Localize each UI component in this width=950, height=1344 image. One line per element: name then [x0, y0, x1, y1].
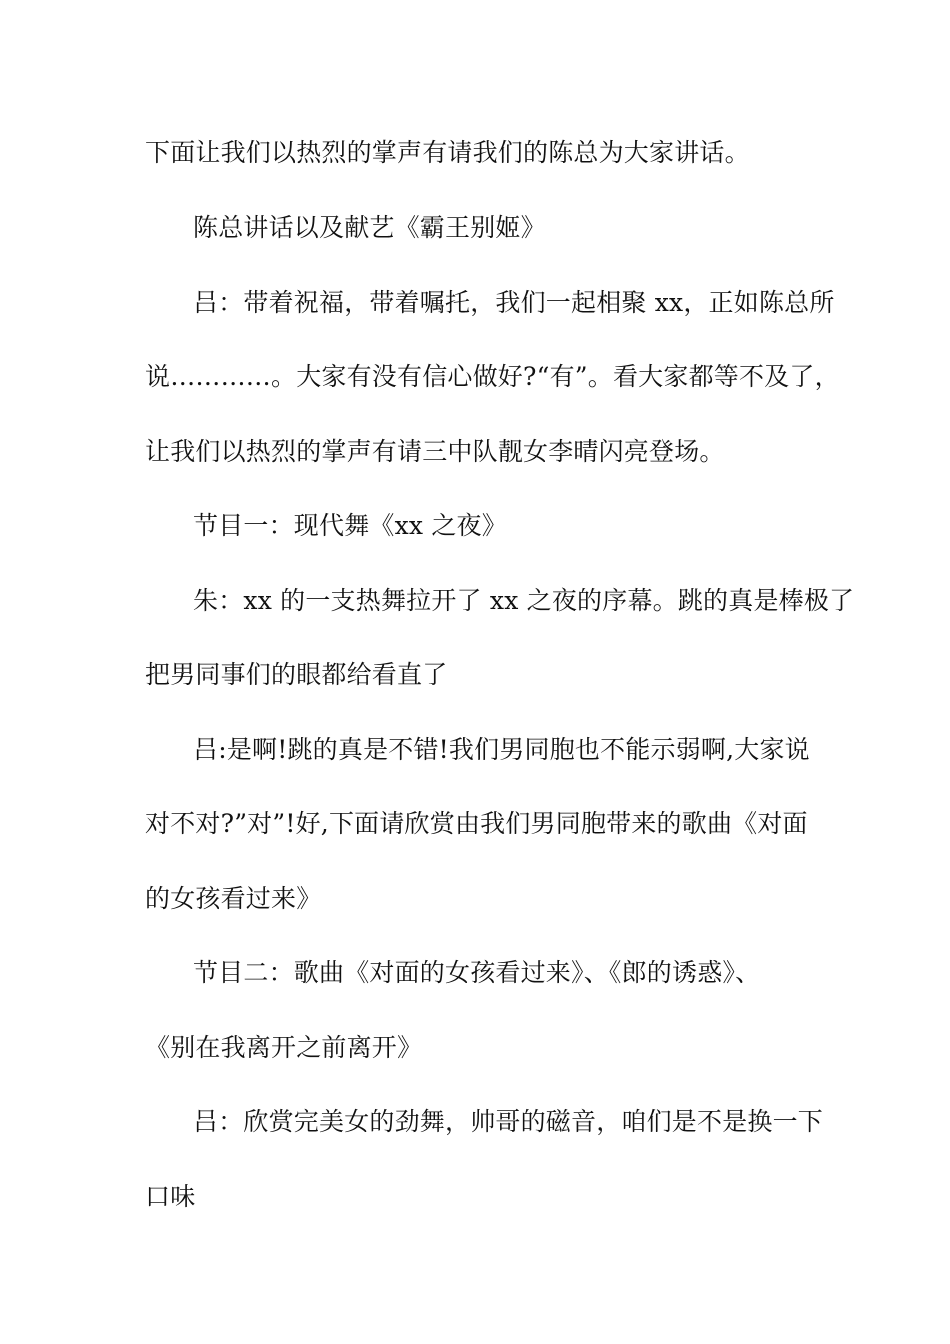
text-line-6: 节目一：现代舞《xx 之夜》: [193, 511, 507, 540]
text-line-12: 节目二：歌曲《对面的女孩看过来》、《郎的诱惑》、: [193, 958, 761, 987]
text-line-14: 吕：欣赏完美女的劲舞，帅哥的磁音，咱们是不是换一下: [193, 1107, 824, 1136]
text-line-13: 《别在我离开之前离开》: [145, 1033, 423, 1062]
text-line-8: 把男同事们的眼都给看直了: [145, 660, 448, 689]
text-line-3: 吕：带着祝福，带着嘱托，我们一起相聚 xx，正如陈总所: [193, 288, 835, 317]
text-line-10: 对不对?”对”!好,下面请欣赏由我们男同胞带来的歌曲《对面: [145, 809, 808, 838]
text-line-4: 说…………。大家有没有信心做好?“有”。看大家都等不及了，: [145, 362, 840, 391]
text-line-9: 吕:是啊!跳的真是不错!我们男同胞也不能示弱啊,大家说: [193, 735, 810, 764]
text-line-11: 的女孩看过来》: [145, 884, 322, 913]
text-line-5: 让我们以热烈的掌声有请三中队靓女李晴闪亮登场。: [145, 437, 725, 466]
text-line-1: 下面让我们以热烈的掌声有请我们的陈总为大家讲话。: [145, 138, 750, 167]
text-line-15: 口味: [145, 1182, 196, 1211]
text-line-7: 朱：xx 的一支热舞拉开了 xx 之夜的序幕。跳的真是棒极了: [193, 586, 855, 615]
text-line-2: 陈总讲话以及献艺《霸王别姬》: [193, 213, 546, 242]
